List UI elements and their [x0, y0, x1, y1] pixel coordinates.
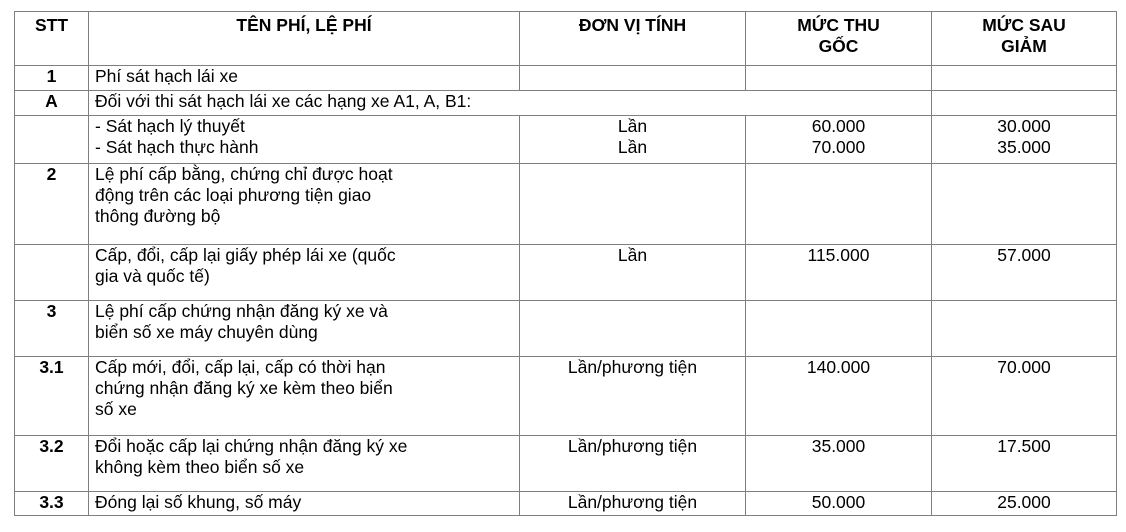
row-stt: 2 — [15, 164, 89, 245]
row-unit: Lần/phương tiện — [520, 492, 746, 516]
row-reduced-rate: 30.000 35.000 — [932, 116, 1117, 164]
row-fee-name: Đối với thi sát hạch lái xe các hạng xe A1, A, B1: — [89, 91, 932, 116]
row-unit: Lần — [520, 245, 746, 301]
row-fee-name: Đổi hoặc cấp lại chứng nhận đăng ký xe không kèm theo biển số xe — [89, 436, 520, 492]
row-reduced-rate — [932, 301, 1117, 357]
row-unit: Lần/phương tiện — [520, 357, 746, 436]
header-fee-name: TÊN PHÍ, LỆ PHÍ — [89, 12, 520, 66]
row-reduced-rate: 17.500 — [932, 436, 1117, 492]
fee-table — [14, 11, 1117, 516]
row-fee-name: Cấp mới, đổi, cấp lại, cấp có thời hạn chứng nhận đăng ký xe kèm theo biển số xe — [89, 357, 520, 436]
row-original-rate — [746, 66, 932, 91]
row-unit — [520, 66, 746, 91]
row-reduced-rate — [932, 164, 1117, 245]
table-row — [15, 436, 1117, 492]
row-original-rate — [746, 301, 932, 357]
row-original-rate: 60.000 70.000 — [746, 116, 932, 164]
row-original-rate: 115.000 — [746, 245, 932, 301]
row-stt: 1 — [15, 66, 89, 91]
theory-exam-label: - Sát hạch lý thuyết — [95, 116, 245, 136]
table-header-row — [15, 12, 1117, 66]
row-fee-name: Lệ phí cấp bằng, chứng chỉ được hoạt động trên các loại phương tiện giao thông đường bộ — [89, 164, 520, 245]
row-original-rate: 140.000 — [746, 357, 932, 436]
row-stt: A — [15, 91, 89, 116]
row-original-rate: 35.000 — [746, 436, 932, 492]
header-original-rate: MỨC THU GỐC — [746, 12, 932, 66]
header-unit: ĐƠN VỊ TÍNH — [520, 12, 746, 66]
row-unit — [520, 164, 746, 245]
table-row — [15, 301, 1117, 357]
row-fee-name: Đóng lại số khung, số máy — [89, 492, 520, 516]
table-row — [15, 91, 1117, 116]
row-stt — [15, 245, 89, 301]
table-row — [15, 245, 1117, 301]
row-reduced-rate: 70.000 — [932, 357, 1117, 436]
row-unit: Lần Lần — [520, 116, 746, 164]
row-unit: Lần/phương tiện — [520, 436, 746, 492]
row-stt — [15, 116, 89, 164]
table-row — [15, 116, 1117, 164]
row-fee-name: Cấp, đổi, cấp lại giấy phép lái xe (quốc gia và quốc tế) — [89, 245, 520, 301]
row-stt: 3.2 — [15, 436, 89, 492]
row-reduced-rate — [932, 66, 1117, 91]
row-stt: 3.1 — [15, 357, 89, 436]
row-reduced-rate: 25.000 — [932, 492, 1117, 516]
row-original-rate — [746, 164, 932, 245]
row-reduced-rate: 57.000 — [932, 245, 1117, 301]
row-reduced-rate — [932, 91, 1117, 116]
practice-exam-label: - Sát hạch thực hành — [95, 137, 259, 157]
header-stt: STT — [15, 12, 89, 66]
table-row — [15, 164, 1117, 245]
row-stt: 3 — [15, 301, 89, 357]
row-unit — [520, 301, 746, 357]
table-row — [15, 66, 1117, 91]
row-stt: 3.3 — [15, 492, 89, 516]
row-original-rate: 50.000 — [746, 492, 932, 516]
table-row — [15, 492, 1117, 516]
header-reduced-rate: MỨC SAU GIẢM — [932, 12, 1117, 66]
table-row — [15, 357, 1117, 436]
row-fee-name — [89, 116, 520, 164]
row-fee-name: Lệ phí cấp chứng nhận đăng ký xe và biển số xe máy chuyên dùng — [89, 301, 520, 357]
row-fee-name: Phí sát hạch lái xe — [89, 66, 520, 91]
